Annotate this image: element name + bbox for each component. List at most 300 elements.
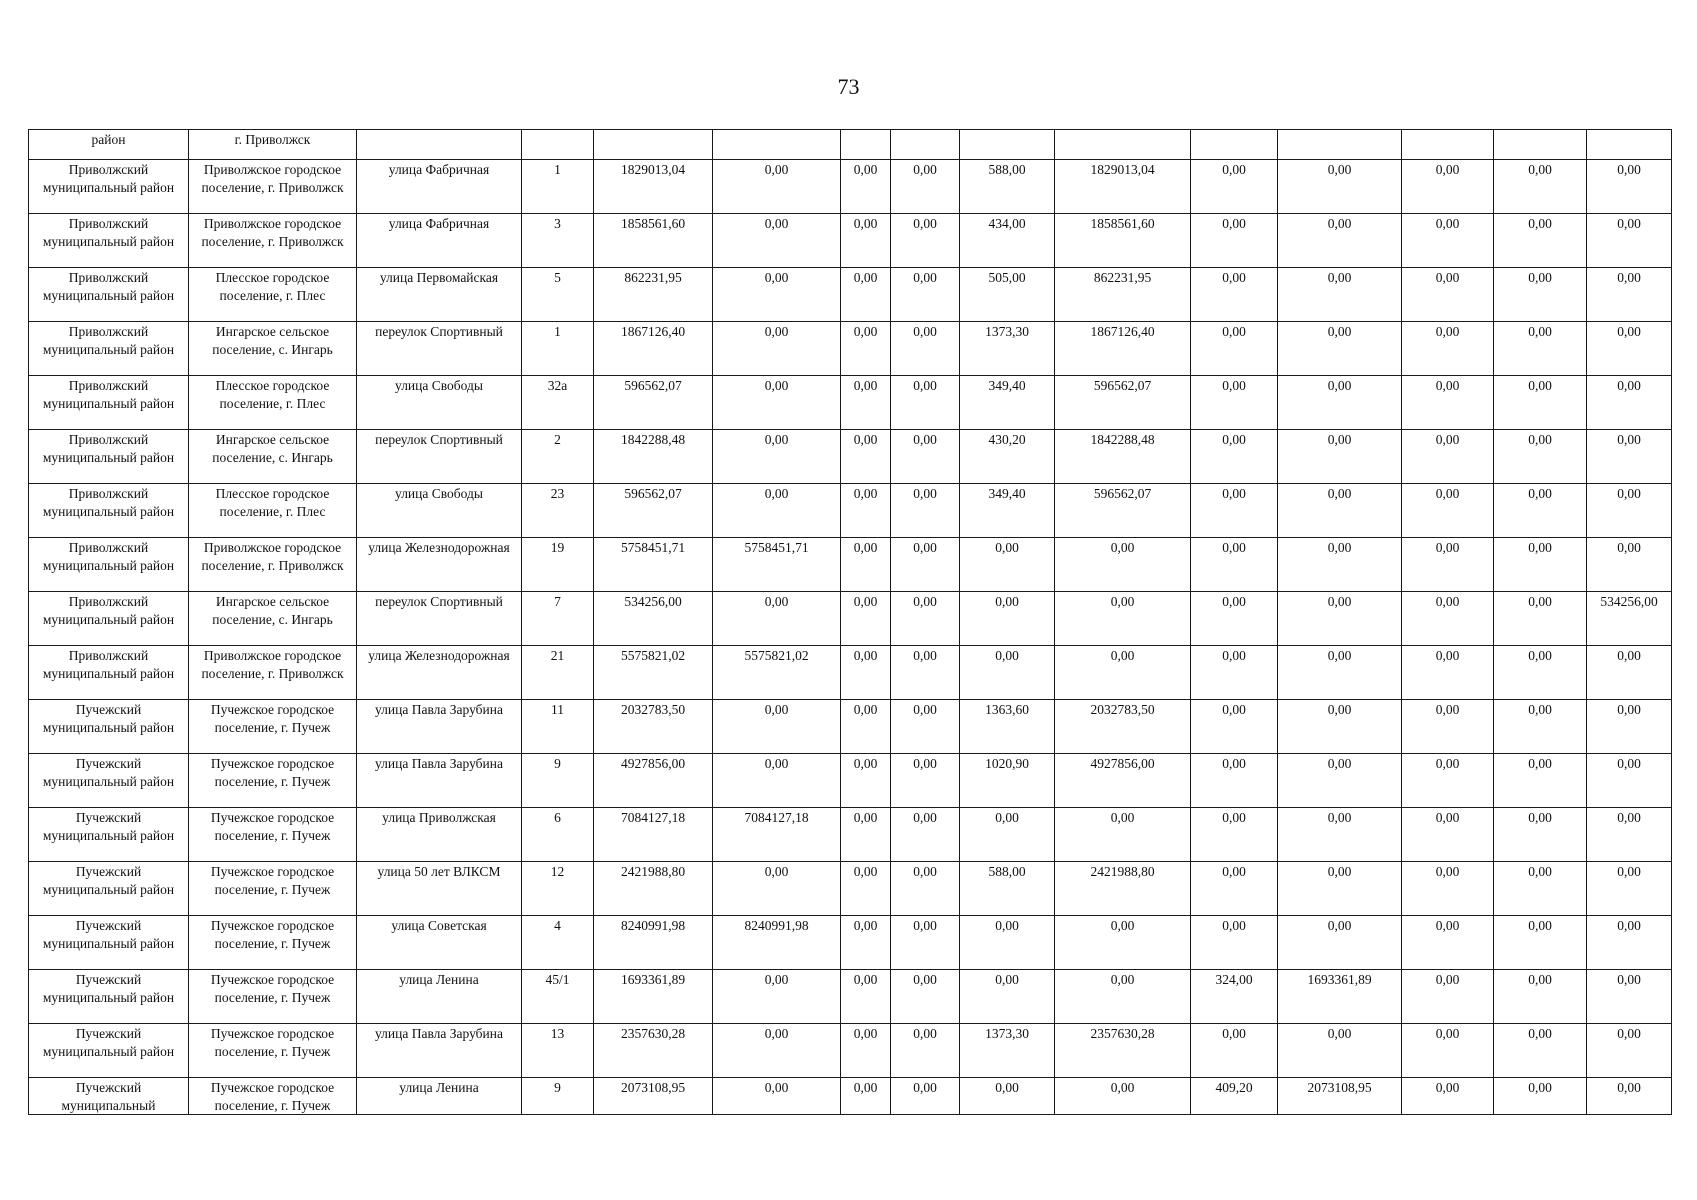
cell-cost-col-14: 0,00 (1494, 592, 1587, 646)
cell-area: 588,00 (960, 862, 1055, 916)
cell-settlement: Пучежское городское поселение, г. Пучеж (189, 1078, 357, 1115)
table-row (29, 376, 1672, 430)
cell-cost-col-10: 0,00 (1055, 592, 1191, 646)
cell-cost-col-7: 0,00 (841, 484, 891, 538)
table-row (29, 1024, 1672, 1078)
cell-area (960, 130, 1055, 160)
cell-total-cost: 1829013,04 (594, 160, 713, 214)
cell-cost-col-7: 0,00 (841, 916, 891, 970)
cell-street: улица Советская (357, 916, 522, 970)
cell-cost-col-10: 2421988,80 (1055, 862, 1191, 916)
cell-cost-col-8: 0,00 (891, 268, 960, 322)
cell-street: улица Ленина (357, 970, 522, 1024)
cell-cost-col-14: 0,00 (1494, 808, 1587, 862)
table-row (29, 214, 1672, 268)
table-row (29, 700, 1672, 754)
cell-area: 588,00 (960, 160, 1055, 214)
cell-total-cost: 5758451,71 (594, 538, 713, 592)
cell-cost-col-8: 0,00 (891, 646, 960, 700)
cell-area: 505,00 (960, 268, 1055, 322)
cell-district: Пучежский муниципальный район (29, 808, 189, 862)
cell-cost-col-10: 0,00 (1055, 970, 1191, 1024)
cell-area: 0,00 (960, 646, 1055, 700)
cell-street: улица 50 лет ВЛКСМ (357, 862, 522, 916)
cell-street: переулок Спортивный (357, 592, 522, 646)
cell-cost-col-10: 1858561,60 (1055, 214, 1191, 268)
cell-cost-col-14: 0,00 (1494, 160, 1587, 214)
cell-settlement: Пучежское городское поселение, г. Пучеж (189, 916, 357, 970)
cell-cost-col-11 (1191, 130, 1278, 160)
cell-cost-col-14: 0,00 (1494, 754, 1587, 808)
cell-cost-col-6: 0,00 (713, 862, 841, 916)
table-row (29, 1078, 1672, 1115)
cell-cost-col-13: 0,00 (1402, 808, 1494, 862)
cell-cost-col-10: 4927856,00 (1055, 754, 1191, 808)
cell-cost-col-14: 0,00 (1494, 376, 1587, 430)
data-table (28, 129, 1672, 1115)
cell-street: улица Железнодорожная (357, 646, 522, 700)
cell-cost-col-7 (841, 130, 891, 160)
cell-settlement: Пучежское городское поселение, г. Пучеж (189, 808, 357, 862)
cell-cost-col-14: 0,00 (1494, 1078, 1587, 1115)
cell-cost-col-6: 0,00 (713, 970, 841, 1024)
cell-cost-col-6: 7084127,18 (713, 808, 841, 862)
cell-street: улица Приволжская (357, 808, 522, 862)
cell-cost-col-10: 2032783,50 (1055, 700, 1191, 754)
cell-total-cost: 596562,07 (594, 376, 713, 430)
cell-house-number: 9 (522, 754, 594, 808)
cell-total-cost: 1858561,60 (594, 214, 713, 268)
cell-cost-col-10: 0,00 (1055, 808, 1191, 862)
cell-total-cost: 2421988,80 (594, 862, 713, 916)
cell-total-cost: 4927856,00 (594, 754, 713, 808)
table-row (29, 916, 1672, 970)
cell-area: 0,00 (960, 592, 1055, 646)
cell-settlement: Плесское городское поселение, г. Плес (189, 484, 357, 538)
cell-cost-col-14: 0,00 (1494, 646, 1587, 700)
cell-cost-col-10: 596562,07 (1055, 376, 1191, 430)
table-row (29, 484, 1672, 538)
cell-cost-col-6: 0,00 (713, 376, 841, 430)
cell-settlement: г. Приволжск (189, 130, 357, 160)
cell-cost-col-13: 0,00 (1402, 592, 1494, 646)
cell-cost-col-14 (1494, 130, 1587, 160)
cell-house-number: 1 (522, 322, 594, 376)
cell-house-number: 6 (522, 808, 594, 862)
cell-cost-col-11: 0,00 (1191, 376, 1278, 430)
cell-street: улица Свободы (357, 376, 522, 430)
cell-cost-col-13: 0,00 (1402, 538, 1494, 592)
cell-cost-col-12: 0,00 (1278, 376, 1402, 430)
cell-cost-col-14: 0,00 (1494, 484, 1587, 538)
cell-district: Приволжский муниципальный район (29, 592, 189, 646)
cell-cost-col-7: 0,00 (841, 268, 891, 322)
cell-cost-col-6: 0,00 (713, 484, 841, 538)
cell-total-cost (594, 130, 713, 160)
cell-cost-col-12: 0,00 (1278, 160, 1402, 214)
cell-cost-col-7: 0,00 (841, 160, 891, 214)
cell-cost-col-8: 0,00 (891, 592, 960, 646)
cell-district: Приволжский муниципальный район (29, 484, 189, 538)
cell-cost-col-10: 1829013,04 (1055, 160, 1191, 214)
cell-house-number: 5 (522, 268, 594, 322)
cell-cost-col-13: 0,00 (1402, 970, 1494, 1024)
cell-house-number: 11 (522, 700, 594, 754)
cell-district: Пучежский муниципальный район (29, 1024, 189, 1078)
cell-total-cost: 534256,00 (594, 592, 713, 646)
cell-district: Приволжский муниципальный район (29, 160, 189, 214)
cell-cost-col-11: 0,00 (1191, 916, 1278, 970)
table-row (29, 160, 1672, 214)
cell-area: 349,40 (960, 376, 1055, 430)
cell-cost-col-12: 0,00 (1278, 322, 1402, 376)
cell-district: Приволжский муниципальный район (29, 376, 189, 430)
cell-settlement: Пучежское городское поселение, г. Пучеж (189, 700, 357, 754)
cell-cost-col-7: 0,00 (841, 214, 891, 268)
table-row (29, 970, 1672, 1024)
cell-cost-col-8: 0,00 (891, 1078, 960, 1115)
cell-cost-col-12: 0,00 (1278, 268, 1402, 322)
cell-cost-col-11: 0,00 (1191, 808, 1278, 862)
cell-cost-col-6: 0,00 (713, 1024, 841, 1078)
cell-cost-col-15: 0,00 (1587, 430, 1672, 484)
cell-cost-col-15 (1587, 130, 1672, 160)
cell-cost-col-15: 0,00 (1587, 970, 1672, 1024)
cell-street: улица Ленина (357, 1078, 522, 1115)
cell-cost-col-8: 0,00 (891, 700, 960, 754)
cell-cost-col-8: 0,00 (891, 916, 960, 970)
cell-house-number: 21 (522, 646, 594, 700)
cell-cost-col-7: 0,00 (841, 1078, 891, 1115)
cell-cost-col-15: 0,00 (1587, 1078, 1672, 1115)
cell-cost-col-7: 0,00 (841, 862, 891, 916)
cell-cost-col-13: 0,00 (1402, 1078, 1494, 1115)
cell-cost-col-10: 0,00 (1055, 1078, 1191, 1115)
cell-cost-col-11: 0,00 (1191, 268, 1278, 322)
cell-cost-col-11: 0,00 (1191, 160, 1278, 214)
cell-settlement: Приволжское городское поселение, г. Приволжск (189, 538, 357, 592)
cell-cost-col-12: 0,00 (1278, 538, 1402, 592)
table-row (29, 130, 1672, 160)
cell-house-number (522, 130, 594, 160)
cell-house-number: 23 (522, 484, 594, 538)
cell-cost-col-14: 0,00 (1494, 538, 1587, 592)
cell-cost-col-11: 0,00 (1191, 646, 1278, 700)
cell-cost-col-8: 0,00 (891, 970, 960, 1024)
cell-cost-col-11: 0,00 (1191, 1024, 1278, 1078)
cell-cost-col-8: 0,00 (891, 214, 960, 268)
cell-cost-col-13: 0,00 (1402, 268, 1494, 322)
cell-cost-col-8: 0,00 (891, 754, 960, 808)
cell-cost-col-14: 0,00 (1494, 430, 1587, 484)
cell-cost-col-13: 0,00 (1402, 484, 1494, 538)
cell-cost-col-14: 0,00 (1494, 916, 1587, 970)
cell-total-cost: 1693361,89 (594, 970, 713, 1024)
cell-cost-col-7: 0,00 (841, 700, 891, 754)
cell-cost-col-15: 0,00 (1587, 268, 1672, 322)
cell-cost-col-12: 0,00 (1278, 754, 1402, 808)
cell-cost-col-15: 0,00 (1587, 538, 1672, 592)
cell-cost-col-8: 0,00 (891, 1024, 960, 1078)
cell-cost-col-6: 0,00 (713, 268, 841, 322)
cell-cost-col-13: 0,00 (1402, 430, 1494, 484)
cell-settlement: Приволжское городское поселение, г. Приволжск (189, 646, 357, 700)
cell-cost-col-12: 0,00 (1278, 592, 1402, 646)
table-row (29, 268, 1672, 322)
cell-cost-col-15: 534256,00 (1587, 592, 1672, 646)
cell-cost-col-13 (1402, 130, 1494, 160)
cell-cost-col-8: 0,00 (891, 376, 960, 430)
cell-cost-col-7: 0,00 (841, 538, 891, 592)
cell-cost-col-13: 0,00 (1402, 322, 1494, 376)
cell-cost-col-11: 0,00 (1191, 430, 1278, 484)
cell-cost-col-13: 0,00 (1402, 160, 1494, 214)
cell-cost-col-8 (891, 130, 960, 160)
table-row (29, 592, 1672, 646)
cell-district: Пучежский муниципальный (29, 1078, 189, 1115)
cell-cost-col-8: 0,00 (891, 538, 960, 592)
cell-cost-col-13: 0,00 (1402, 1024, 1494, 1078)
cell-area: 0,00 (960, 538, 1055, 592)
cell-area: 0,00 (960, 808, 1055, 862)
cell-street: улица Павла Зарубина (357, 1024, 522, 1078)
cell-settlement: Приволжское городское поселение, г. Приволжск (189, 214, 357, 268)
cell-total-cost: 1867126,40 (594, 322, 713, 376)
cell-cost-col-6: 0,00 (713, 592, 841, 646)
cell-cost-col-8: 0,00 (891, 430, 960, 484)
table-row (29, 646, 1672, 700)
cell-house-number: 4 (522, 916, 594, 970)
cell-cost-col-13: 0,00 (1402, 376, 1494, 430)
cell-total-cost: 596562,07 (594, 484, 713, 538)
cell-cost-col-11: 0,00 (1191, 862, 1278, 916)
cell-cost-col-6 (713, 130, 841, 160)
cell-cost-col-7: 0,00 (841, 376, 891, 430)
cell-cost-col-6: 0,00 (713, 700, 841, 754)
cell-settlement: Приволжское городское поселение, г. Приволжск (189, 160, 357, 214)
cell-cost-col-11: 0,00 (1191, 484, 1278, 538)
cell-cost-col-12 (1278, 130, 1402, 160)
cell-district: Приволжский муниципальный район (29, 214, 189, 268)
cell-cost-col-12: 0,00 (1278, 862, 1402, 916)
cell-cost-col-8: 0,00 (891, 322, 960, 376)
cell-total-cost: 5575821,02 (594, 646, 713, 700)
cell-cost-col-14: 0,00 (1494, 700, 1587, 754)
cell-street: улица Свободы (357, 484, 522, 538)
cell-cost-col-6: 8240991,98 (713, 916, 841, 970)
cell-cost-col-10: 0,00 (1055, 538, 1191, 592)
cell-district: Пучежский муниципальный район (29, 862, 189, 916)
cell-cost-col-14: 0,00 (1494, 862, 1587, 916)
cell-cost-col-13: 0,00 (1402, 214, 1494, 268)
cell-settlement: Пучежское городское поселение, г. Пучеж (189, 754, 357, 808)
cell-cost-col-12: 0,00 (1278, 646, 1402, 700)
cell-cost-col-6: 0,00 (713, 322, 841, 376)
cell-cost-col-12: 0,00 (1278, 916, 1402, 970)
cell-cost-col-7: 0,00 (841, 1024, 891, 1078)
cell-area: 1373,30 (960, 322, 1055, 376)
cell-street: улица Фабричная (357, 160, 522, 214)
cell-cost-col-6: 0,00 (713, 214, 841, 268)
cell-cost-col-14: 0,00 (1494, 268, 1587, 322)
cell-cost-col-10: 862231,95 (1055, 268, 1191, 322)
cell-house-number: 45/1 (522, 970, 594, 1024)
cell-cost-col-15: 0,00 (1587, 376, 1672, 430)
cell-area: 1373,30 (960, 1024, 1055, 1078)
cell-cost-col-14: 0,00 (1494, 970, 1587, 1024)
cell-cost-col-10: 596562,07 (1055, 484, 1191, 538)
page-number: 73 (837, 74, 860, 99)
cell-area: 0,00 (960, 970, 1055, 1024)
cell-house-number: 13 (522, 1024, 594, 1078)
cell-street: улица Фабричная (357, 214, 522, 268)
cell-cost-col-10: 2357630,28 (1055, 1024, 1191, 1078)
cell-cost-col-8: 0,00 (891, 862, 960, 916)
cell-cost-col-8: 0,00 (891, 160, 960, 214)
cell-cost-col-15: 0,00 (1587, 484, 1672, 538)
cell-cost-col-7: 0,00 (841, 646, 891, 700)
cell-cost-col-12: 0,00 (1278, 808, 1402, 862)
cell-cost-col-10 (1055, 130, 1191, 160)
cell-cost-col-6: 0,00 (713, 160, 841, 214)
cell-house-number: 12 (522, 862, 594, 916)
cell-total-cost: 2073108,95 (594, 1078, 713, 1115)
cell-settlement: Ингарское сельское поселение, с. Ингарь (189, 322, 357, 376)
cell-cost-col-14: 0,00 (1494, 322, 1587, 376)
table-row (29, 538, 1672, 592)
cell-area: 1363,60 (960, 700, 1055, 754)
cell-district: Пучежский муниципальный район (29, 916, 189, 970)
cell-cost-col-11: 0,00 (1191, 754, 1278, 808)
cell-cost-col-6: 5758451,71 (713, 538, 841, 592)
cell-cost-col-11: 0,00 (1191, 700, 1278, 754)
cell-cost-col-12: 0,00 (1278, 430, 1402, 484)
cell-cost-col-15: 0,00 (1587, 322, 1672, 376)
cell-total-cost: 1842288,48 (594, 430, 713, 484)
cell-total-cost: 2357630,28 (594, 1024, 713, 1078)
cell-cost-col-13: 0,00 (1402, 916, 1494, 970)
cell-cost-col-11: 0,00 (1191, 322, 1278, 376)
cell-cost-col-8: 0,00 (891, 484, 960, 538)
cell-cost-col-11: 0,00 (1191, 592, 1278, 646)
cell-cost-col-10: 0,00 (1055, 916, 1191, 970)
cell-house-number: 3 (522, 214, 594, 268)
cell-total-cost: 8240991,98 (594, 916, 713, 970)
cell-settlement: Пучежское городское поселение, г. Пучеж (189, 970, 357, 1024)
cell-house-number: 32а (522, 376, 594, 430)
cell-cost-col-6: 0,00 (713, 430, 841, 484)
cell-district: район (29, 130, 189, 160)
cell-area: 349,40 (960, 484, 1055, 538)
table-row (29, 808, 1672, 862)
cell-cost-col-7: 0,00 (841, 592, 891, 646)
cell-house-number: 7 (522, 592, 594, 646)
cell-area: 0,00 (960, 1078, 1055, 1115)
cell-district: Приволжский муниципальный район (29, 538, 189, 592)
cell-district: Пучежский муниципальный район (29, 970, 189, 1024)
cell-cost-col-6: 0,00 (713, 1078, 841, 1115)
cell-street: переулок Спортивный (357, 322, 522, 376)
table-row (29, 862, 1672, 916)
cell-district: Приволжский муниципальный район (29, 430, 189, 484)
cell-street: переулок Спортивный (357, 430, 522, 484)
cell-cost-col-13: 0,00 (1402, 700, 1494, 754)
cell-cost-col-11: 409,20 (1191, 1078, 1278, 1115)
cell-cost-col-6: 0,00 (713, 754, 841, 808)
cell-cost-col-15: 0,00 (1587, 862, 1672, 916)
cell-district: Приволжский муниципальный район (29, 322, 189, 376)
table-row (29, 754, 1672, 808)
cell-cost-col-10: 1842288,48 (1055, 430, 1191, 484)
cell-cost-col-12: 0,00 (1278, 1024, 1402, 1078)
cell-district: Пучежский муниципальный район (29, 754, 189, 808)
cell-cost-col-13: 0,00 (1402, 754, 1494, 808)
cell-house-number: 2 (522, 430, 594, 484)
cell-cost-col-15: 0,00 (1587, 214, 1672, 268)
cell-total-cost: 862231,95 (594, 268, 713, 322)
cell-cost-col-6: 5575821,02 (713, 646, 841, 700)
cell-house-number: 9 (522, 1078, 594, 1115)
cell-total-cost: 7084127,18 (594, 808, 713, 862)
cell-cost-col-15: 0,00 (1587, 646, 1672, 700)
cell-district: Пучежский муниципальный район (29, 700, 189, 754)
cell-cost-col-15: 0,00 (1587, 754, 1672, 808)
cell-settlement: Ингарское сельское поселение, с. Ингарь (189, 592, 357, 646)
cell-cost-col-10: 1867126,40 (1055, 322, 1191, 376)
cell-settlement: Пучежское городское поселение, г. Пучеж (189, 1024, 357, 1078)
cell-area: 430,20 (960, 430, 1055, 484)
cell-cost-col-11: 324,00 (1191, 970, 1278, 1024)
cell-street: улица Павла Зарубина (357, 754, 522, 808)
cell-cost-col-15: 0,00 (1587, 160, 1672, 214)
cell-cost-col-11: 0,00 (1191, 538, 1278, 592)
cell-cost-col-15: 0,00 (1587, 1024, 1672, 1078)
cell-area: 0,00 (960, 916, 1055, 970)
cell-street: улица Павла Зарубина (357, 700, 522, 754)
cell-cost-col-12: 0,00 (1278, 214, 1402, 268)
cell-area: 1020,90 (960, 754, 1055, 808)
table-row (29, 430, 1672, 484)
cell-settlement: Ингарское сельское поселение, с. Ингарь (189, 430, 357, 484)
cell-cost-col-10: 0,00 (1055, 646, 1191, 700)
cell-settlement: Плесское городское поселение, г. Плес (189, 376, 357, 430)
cell-cost-col-12: 0,00 (1278, 484, 1402, 538)
cell-area: 434,00 (960, 214, 1055, 268)
cell-cost-col-12: 1693361,89 (1278, 970, 1402, 1024)
cell-cost-col-7: 0,00 (841, 430, 891, 484)
cell-cost-col-15: 0,00 (1587, 808, 1672, 862)
cell-cost-col-11: 0,00 (1191, 214, 1278, 268)
cell-cost-col-13: 0,00 (1402, 646, 1494, 700)
cell-cost-col-12: 0,00 (1278, 700, 1402, 754)
cell-total-cost: 2032783,50 (594, 700, 713, 754)
cell-cost-col-7: 0,00 (841, 754, 891, 808)
cell-house-number: 19 (522, 538, 594, 592)
cell-cost-col-12: 2073108,95 (1278, 1078, 1402, 1115)
cell-cost-col-8: 0,00 (891, 808, 960, 862)
cell-settlement: Пучежское городское поселение, г. Пучеж (189, 862, 357, 916)
cell-district: Приволжский муниципальный район (29, 268, 189, 322)
cell-cost-col-13: 0,00 (1402, 862, 1494, 916)
cell-district: Приволжский муниципальный район (29, 646, 189, 700)
cell-street (357, 130, 522, 160)
cell-settlement: Плесское городское поселение, г. Плес (189, 268, 357, 322)
cell-street: улица Первомайская (357, 268, 522, 322)
cell-cost-col-15: 0,00 (1587, 916, 1672, 970)
cell-house-number: 1 (522, 160, 594, 214)
table-body (29, 130, 1672, 1115)
cell-cost-col-7: 0,00 (841, 970, 891, 1024)
